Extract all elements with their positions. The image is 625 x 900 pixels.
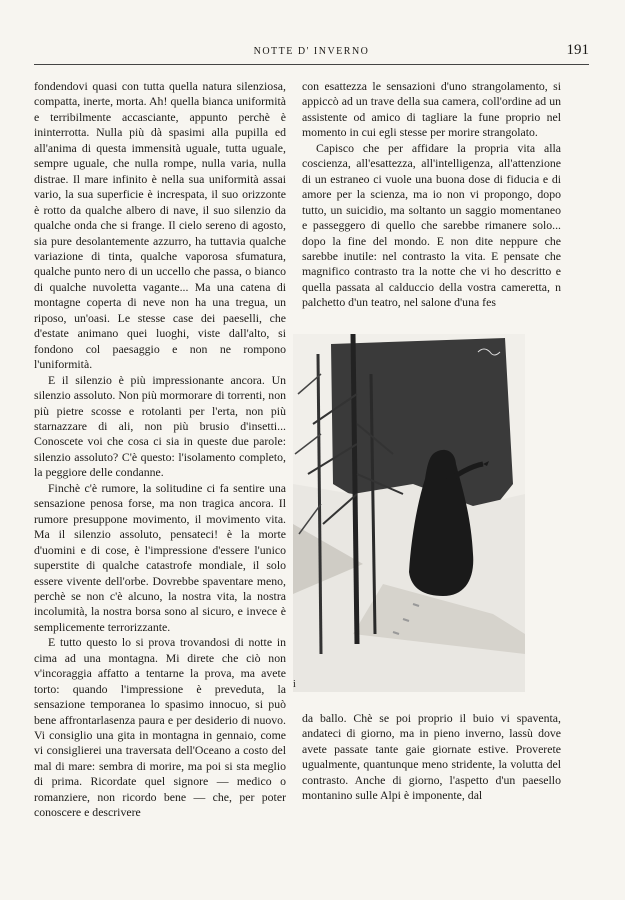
paragraph: Capisco che per affidare la propria vita alla coscienza, all'esattezza, all'intelligenza, all'attenzione di un estraneo ci vuole una buona dose di fiducia e di amore per la scienza, ma io non vi propongo, dopo tutto, un suicidio, ma soltanto un saggio momentaneo e passeggero di quello che sarebbe rimanere solo... dopo la fine del mondo. E non dite neppure che sarebbe inutile: nel contrasto la vita. E pensate che magnifico contrasto tra la notte che vi ho descritto e quella passata al calduccio della vostra cameretta, n palchetto d'un teatro, nel salone d'una fes	[302, 140, 561, 310]
paragraph: Finchè c'è rumore, la solitudine ci fa sentire una sensazione penosa forse, ma non tragica ancora. Il rumore presuppone movimento, il movimento vita. Ma il silenzio assoluto, pensateci! è la morte d'uomini e di cose, è l'impressione d'essere l'unico superstite di qualche catastrofe mondiale, il solo essere vivente dell'orbe. Dovrebbe spaventare meno, perchè se non c'è alcuno, la nostra vita, la nostra incolumità, la nostra borsa sono al sicuro, e invece è semplicemente terrorizzante.	[34, 480, 286, 634]
right-column-bottom	[302, 711, 561, 804]
night-winter-illustration	[293, 334, 525, 692]
page-header	[34, 42, 589, 65]
illustration-drawing	[293, 334, 525, 692]
illustration-mark: i	[293, 679, 296, 690]
paragraph: E il silenzio è più impressionante ancora. Un silenzio assoluto. Non più mormorare di torrenti, non più pietre scosse e rotolanti per l'erta, non più starnazzare di ali, non più brusio d'insetti... Conoscete voi che cosa ci sia in queste due parole: silenzio assoluto? C'è questo: l'isolamento completo, la peggiore delle condanne.	[34, 372, 286, 480]
paragraph: fondendovi quasi con tutta quella natura silenziosa, compatta, inerte, morta. Ah! quella bianca uniformità e terribilmente accasciante, appunto perchè è ininterrotta. Nulla più dà spasimi alla pupilla ed all'anima di questa immensità uguale, tutta uguale, sempre uguale, che nulla rompe, nulla varia, nulla distrae. Il mare infinito è nella sua uniformità assai vario, la sua superficie è increspata, il suo orizzonte è rotto da qualche albero di nave, il suo silenzio da qualche onda che si frange. Il cielo sereno di agosto, sia pure desolantemente azzurro, ha tuttavia qualche variazione di tinta, qualche vaporosa sfumatura, qualche punto nero di un uccello che passa, o bianco di qualche nuvoletta vagante... Ma una catena di montagne coperta di neve non ha una tregua, un riposo, un'oasi. Le stesse case dei paeselli, che d'estate animano quei luoghi, viste dall'alto, si fondono col paesaggio e non ne rompono l'uniformità.	[34, 79, 286, 372]
paragraph: E tutto questo lo si prova trovandosi di notte in cima ad una montagna. Mi direte che ciò non v'incoraggia affatto a tentarne la prova, ma avete torto: quando l'impressione è preveduta, la sensazione temporanea lo spasimo innocuo, si può bene affrontarlasenza paura e per desiderio di nuovo. Vi consiglio una gita in montagna in gennaio, come vi consiglierei una traversata dell'Oceano a costo del mal di mare: sembra di morire, ma poi si sta meglio di prima. Ricordate quel signore — medico o romanziere, non ricordo bene — che, per poter conoscere e descrivere	[34, 635, 286, 820]
paragraph: da ballo. Chè se poi proprio il buio vi spaventa, andateci di giorno, ma in pieno inverno, lassù dove avete passate tante gaie giornate estive. Proverete ugualmente, quantunque meno stridente, la volutta del contrasto. Anche di giorno, l'aspetto d'un paesello montanino sulle Alpi è imponente, dal	[302, 711, 561, 803]
right-column-top	[302, 79, 561, 311]
snow-field	[293, 484, 525, 692]
running-title: NOTTE D' INVERNO	[253, 46, 370, 57]
page-number: 191	[566, 42, 589, 58]
left-column	[34, 79, 286, 821]
paragraph: con esattezza le sensazioni d'uno strangolamento, si appiccò ad un trave della sua camera, coll'ordine ad un assistente od amico di tagliare la fune proprio nel momento in cui egli stesse per morire strangolato.	[302, 79, 561, 140]
